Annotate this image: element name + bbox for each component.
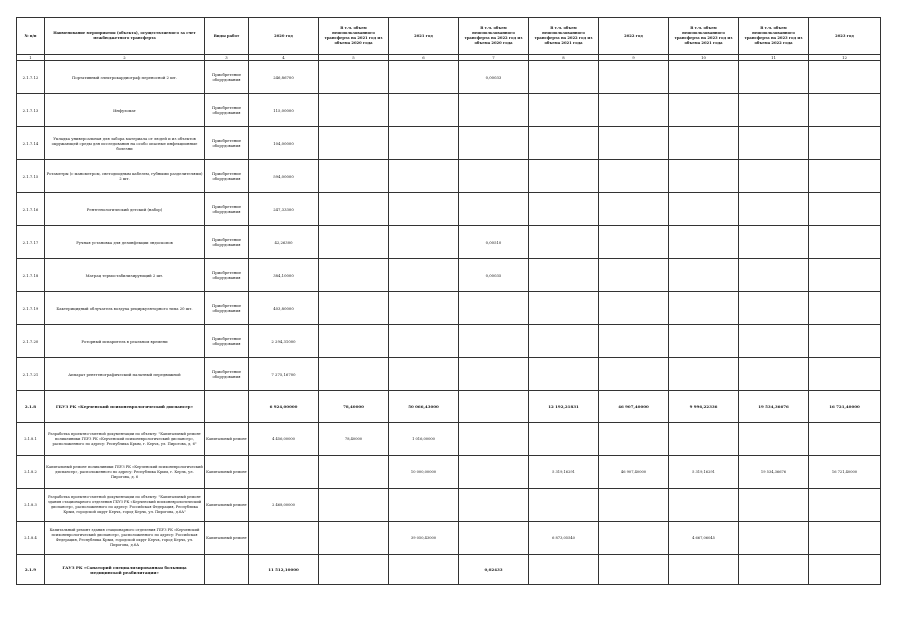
value-cell — [319, 489, 389, 522]
work-type: Приобретение оборудования — [205, 94, 249, 127]
table-row — [17, 489, 881, 522]
value-cell: 4 456,00000 — [249, 423, 319, 456]
table-body — [17, 61, 881, 585]
column-number: 2 — [45, 55, 205, 61]
value-cell: 11 512,10000 — [249, 555, 319, 585]
value-cell — [319, 160, 389, 193]
value-cell — [459, 391, 529, 423]
value-cell — [459, 127, 529, 160]
column-header: Виды работ — [205, 18, 249, 55]
value-cell — [459, 325, 529, 358]
value-cell — [809, 555, 881, 585]
value-cell — [739, 489, 809, 522]
value-cell — [389, 358, 459, 391]
value-cell — [529, 423, 599, 456]
value-cell — [809, 423, 881, 456]
value-cell — [319, 94, 389, 127]
table-row — [17, 391, 881, 423]
column-header: 2021 год — [389, 18, 459, 55]
table-row — [17, 127, 881, 160]
value-cell — [809, 226, 881, 259]
row-name: Ротаметры (с манометром, светодиодным кабелем, губными разделителями) 2 шт. — [45, 160, 205, 193]
work-type: Приобретение оборудования — [205, 193, 249, 226]
column-header: № п/п — [17, 18, 45, 55]
row-name: Рентгенологический детский (набор) — [45, 193, 205, 226]
value-cell — [739, 127, 809, 160]
row-name: Капитальный ремонт поликлиники ГБУЗ РК «Керченский психоневрологический диспансер», расположенного по адресу: Республика Крым, г. Керчь, ул. Пирогова, д. 6 — [45, 456, 205, 489]
value-cell — [809, 358, 881, 391]
column-header: В т.ч. объем неиспользованного трансферта на 2021 год из объема 2020 года — [319, 18, 389, 55]
row-number: 2.1.7.12 — [17, 61, 45, 94]
value-cell — [599, 423, 669, 456]
row-name: Роторный испаритель в реальном времени — [45, 325, 205, 358]
value-cell: 104,00000 — [249, 127, 319, 160]
column-header: В т.ч. объем неиспользованного трансферта на 2023 год из объема 2021 года — [669, 18, 739, 55]
value-cell — [529, 325, 599, 358]
row-number: 2.1.7.19 — [17, 292, 45, 325]
row-name: Ручная установка для дезинфекции эндоскопов — [45, 226, 205, 259]
value-cell: 12 192,21831 — [529, 391, 599, 423]
value-cell — [319, 522, 389, 555]
value-cell: 5 319,16291 — [529, 456, 599, 489]
value-cell — [389, 325, 459, 358]
value-cell: 46 907,40000 — [599, 391, 669, 423]
row-number: 2.1.7.15 — [17, 160, 45, 193]
value-cell — [319, 193, 389, 226]
row-name: Укладка универсальная для забора материала от людей и из объектов окружающей среды для исследования на особо опасные инфекционные болезни — [45, 127, 205, 160]
value-cell — [529, 358, 599, 391]
value-cell: 78,40000 — [319, 423, 389, 456]
value-cell — [599, 226, 669, 259]
value-cell — [739, 226, 809, 259]
value-cell — [459, 522, 529, 555]
value-cell — [459, 193, 529, 226]
value-cell — [319, 325, 389, 358]
value-cell — [529, 61, 599, 94]
value-cell — [809, 193, 881, 226]
value-cell — [739, 358, 809, 391]
value-cell — [389, 94, 459, 127]
value-cell — [669, 160, 739, 193]
row-number: 2.1.7.20 — [17, 325, 45, 358]
value-cell: 0,00033 — [459, 61, 529, 94]
value-cell — [669, 489, 739, 522]
work-type: Приобретение оборудования — [205, 226, 249, 259]
value-cell: 2 294,31000 — [249, 325, 319, 358]
column-number: 9 — [599, 55, 669, 61]
value-cell — [459, 358, 529, 391]
work-type: Капитальный ремонт — [205, 423, 249, 456]
row-name: Бактерицидный облучатель воздуха рециркуляторного типа 20 шт. — [45, 292, 205, 325]
budget-table — [16, 17, 881, 585]
table-row — [17, 292, 881, 325]
column-number: 4 — [249, 55, 319, 61]
table-row — [17, 226, 881, 259]
value-cell — [529, 555, 599, 585]
value-cell — [249, 456, 319, 489]
table-row — [17, 456, 881, 489]
value-cell: 9 996,22336 — [669, 391, 739, 423]
value-cell — [389, 292, 459, 325]
value-cell — [389, 61, 459, 94]
column-header: В т.ч. объем неиспользованного трансферта на 2022 год из объема 2021 года — [529, 18, 599, 55]
value-cell — [249, 522, 319, 555]
value-cell: 6 873,05540 — [529, 522, 599, 555]
value-cell: 16 721,40000 — [809, 391, 881, 423]
work-type — [205, 555, 249, 585]
row-name: Разработка проектно-сметной документации по объекту: "Капитальный ремонт здания стационарного отделения ГБУЗ РК «Керченский психоневрологический диспансер», расположенного по адресу: Российская Федерация, Республика Крым, городской округ Керчь, город Керчь, ул. Пирогова, д.6А" — [45, 489, 205, 522]
value-cell — [529, 489, 599, 522]
value-cell — [389, 226, 459, 259]
value-cell — [739, 292, 809, 325]
value-cell — [599, 325, 669, 358]
row-number: 2.1.7.16 — [17, 193, 45, 226]
row-number: 2.1.7.17 — [17, 226, 45, 259]
value-cell — [669, 423, 739, 456]
work-type: Приобретение оборудования — [205, 325, 249, 358]
value-cell: 6 924,00000 — [249, 391, 319, 423]
table-row — [17, 61, 881, 94]
row-number: 2.1.7.18 — [17, 259, 45, 292]
value-cell — [599, 358, 669, 391]
value-cell — [809, 259, 881, 292]
value-cell — [529, 226, 599, 259]
value-cell — [669, 94, 739, 127]
row-number: 2.1.8.2 — [17, 456, 45, 489]
value-cell — [809, 127, 881, 160]
value-cell — [669, 61, 739, 94]
column-header: В т.ч. объем неиспользованного трансферта на 2023 год из объема 2022 года — [739, 18, 809, 55]
value-cell — [319, 259, 389, 292]
value-cell — [599, 61, 669, 94]
work-type: Капитальный ремонт — [205, 489, 249, 522]
column-number: 5 — [319, 55, 389, 61]
value-cell: 46 907,40000 — [599, 456, 669, 489]
row-name: Капитальный ремонт здания стационарного отделения ГБУЗ РК «Керченский психоневрологический диспансер», расположенного по адресу: Российская Федерация, Республика Крым, городской округ Керчь, город Керчь, ул. Пирогова, д.6А — [45, 522, 205, 555]
header-row — [17, 18, 881, 55]
value-cell: 5 319,16291 — [669, 456, 739, 489]
value-cell — [459, 423, 529, 456]
value-cell: 594,00000 — [249, 160, 319, 193]
column-header: 2020 год — [249, 18, 319, 55]
value-cell — [739, 61, 809, 94]
value-cell — [739, 423, 809, 456]
value-cell — [809, 489, 881, 522]
value-cell — [389, 160, 459, 193]
column-header: 2022 год — [599, 18, 669, 55]
value-cell: 50 066,43000 — [389, 391, 459, 423]
value-cell: 246,86700 — [249, 61, 319, 94]
value-cell: 115,00000 — [249, 94, 319, 127]
value-cell: 0,02433 — [459, 555, 529, 585]
work-type: Приобретение оборудования — [205, 61, 249, 94]
column-number: 1 — [17, 55, 45, 61]
value-cell: 1 016,00000 — [389, 423, 459, 456]
row-name: ГБУЗ РК «Керченский психоневрологический диспансер» — [45, 391, 205, 423]
column-header: В т.ч. объем неиспользованного трансферта на 2022 год из объема 2020 года — [459, 18, 529, 55]
value-cell — [319, 292, 389, 325]
row-name: Разработка проектно-сметной документации по объекту: "Капитальный ремонт поликлиники ГБУЗ РК «Керченский психоневрологический диспансер», расположенного по адресу: Республика Крым, г. Керчь, ул. Пирогова, д. 6" — [45, 423, 205, 456]
value-cell: 7 275,16700 — [249, 358, 319, 391]
column-header: Наименование мероприятия (объекта), осуществляемого за счет межбюджетного трансферта — [45, 18, 205, 55]
value-cell — [669, 325, 739, 358]
value-cell — [669, 193, 739, 226]
table-row — [17, 193, 881, 226]
value-cell — [319, 61, 389, 94]
value-cell — [599, 193, 669, 226]
row-number: 2.1.8.3 — [17, 489, 45, 522]
value-cell — [599, 489, 669, 522]
value-cell — [459, 160, 529, 193]
value-cell — [669, 259, 739, 292]
table-row — [17, 423, 881, 456]
row-name: Портативный электрокардиограф переносной 2 шт. — [45, 61, 205, 94]
value-cell — [319, 127, 389, 160]
value-cell: 19 534,36676 — [739, 456, 809, 489]
value-cell — [739, 325, 809, 358]
value-cell — [809, 522, 881, 555]
column-number: 11 — [739, 55, 809, 61]
work-type — [205, 391, 249, 423]
value-cell — [459, 292, 529, 325]
table-row — [17, 325, 881, 358]
value-cell: 247,33300 — [249, 193, 319, 226]
value-cell — [319, 555, 389, 585]
value-cell: 78,40000 — [319, 391, 389, 423]
row-number: 2.1.8.1 — [17, 423, 45, 456]
work-type: Капитальный ремонт — [205, 456, 249, 489]
value-cell — [389, 259, 459, 292]
value-cell — [739, 193, 809, 226]
value-cell — [669, 292, 739, 325]
value-cell — [669, 358, 739, 391]
column-number: 6 — [389, 55, 459, 61]
row-number: 2.1.7.21 — [17, 358, 45, 391]
value-cell — [809, 160, 881, 193]
work-type: Капитальный ремонт — [205, 522, 249, 555]
value-cell: 4 667,06045 — [669, 522, 739, 555]
table-row — [17, 94, 881, 127]
table-row — [17, 160, 881, 193]
value-cell: 384,10000 — [249, 259, 319, 292]
value-cell — [669, 127, 739, 160]
table-row — [17, 555, 881, 585]
value-cell — [319, 226, 389, 259]
table-row — [17, 522, 881, 555]
column-header: 2023 год — [809, 18, 881, 55]
value-cell — [599, 522, 669, 555]
column-number: 12 — [809, 55, 881, 61]
value-cell — [739, 259, 809, 292]
row-number: 2.1.9 — [17, 555, 45, 585]
value-cell: 0,00035 — [459, 259, 529, 292]
value-cell — [389, 127, 459, 160]
row-number: 2.1.8.4 — [17, 522, 45, 555]
value-cell — [599, 555, 669, 585]
value-cell — [389, 489, 459, 522]
table-row — [17, 259, 881, 292]
value-cell — [389, 193, 459, 226]
value-cell — [599, 94, 669, 127]
row-number: 2.1.8 — [17, 391, 45, 423]
value-cell — [529, 193, 599, 226]
value-cell: 19 534,36676 — [739, 391, 809, 423]
value-cell — [739, 94, 809, 127]
table-header — [17, 18, 881, 61]
value-cell — [599, 127, 669, 160]
value-cell: 10 000,00000 — [389, 456, 459, 489]
value-cell — [459, 94, 529, 127]
value-cell: 2 468,00000 — [249, 489, 319, 522]
value-cell: 0,00510 — [459, 226, 529, 259]
value-cell — [809, 292, 881, 325]
work-type: Приобретение оборудования — [205, 358, 249, 391]
value-cell — [739, 160, 809, 193]
row-number: 2.1.7.13 — [17, 94, 45, 127]
value-cell — [529, 160, 599, 193]
value-cell — [529, 292, 599, 325]
column-number: 3 — [205, 55, 249, 61]
row-name: ГАУЗ РК «Санаторий специализированная больница медицинской реабилитации» — [45, 555, 205, 585]
row-name: Аппарат рентгенографический палатный передвижной — [45, 358, 205, 391]
value-cell — [669, 226, 739, 259]
work-type: Приобретение оборудования — [205, 160, 249, 193]
column-number: 10 — [669, 55, 739, 61]
row-number: 2.1.7.14 — [17, 127, 45, 160]
row-name: Инфузомат — [45, 94, 205, 127]
value-cell — [529, 127, 599, 160]
value-cell — [599, 292, 669, 325]
value-cell: 16 721,40000 — [809, 456, 881, 489]
value-cell — [529, 259, 599, 292]
value-cell — [599, 160, 669, 193]
value-cell — [669, 555, 739, 585]
value-cell — [739, 522, 809, 555]
table-row — [17, 358, 881, 391]
value-cell — [459, 456, 529, 489]
row-name: Матрац термостабилизирующий 2 шт. — [45, 259, 205, 292]
value-cell — [319, 456, 389, 489]
value-cell — [459, 489, 529, 522]
value-cell: 403,80000 — [249, 292, 319, 325]
value-cell — [809, 61, 881, 94]
work-type: Приобретение оборудования — [205, 127, 249, 160]
work-type: Приобретение оборудования — [205, 259, 249, 292]
value-cell: 42,26300 — [249, 226, 319, 259]
column-number: 8 — [529, 55, 599, 61]
value-cell: 39 050,43000 — [389, 522, 459, 555]
work-type: Приобретение оборудования — [205, 292, 249, 325]
value-cell — [809, 325, 881, 358]
value-cell — [529, 94, 599, 127]
value-cell — [599, 259, 669, 292]
value-cell — [739, 555, 809, 585]
column-number: 7 — [459, 55, 529, 61]
value-cell — [389, 555, 459, 585]
value-cell — [809, 94, 881, 127]
value-cell — [319, 358, 389, 391]
